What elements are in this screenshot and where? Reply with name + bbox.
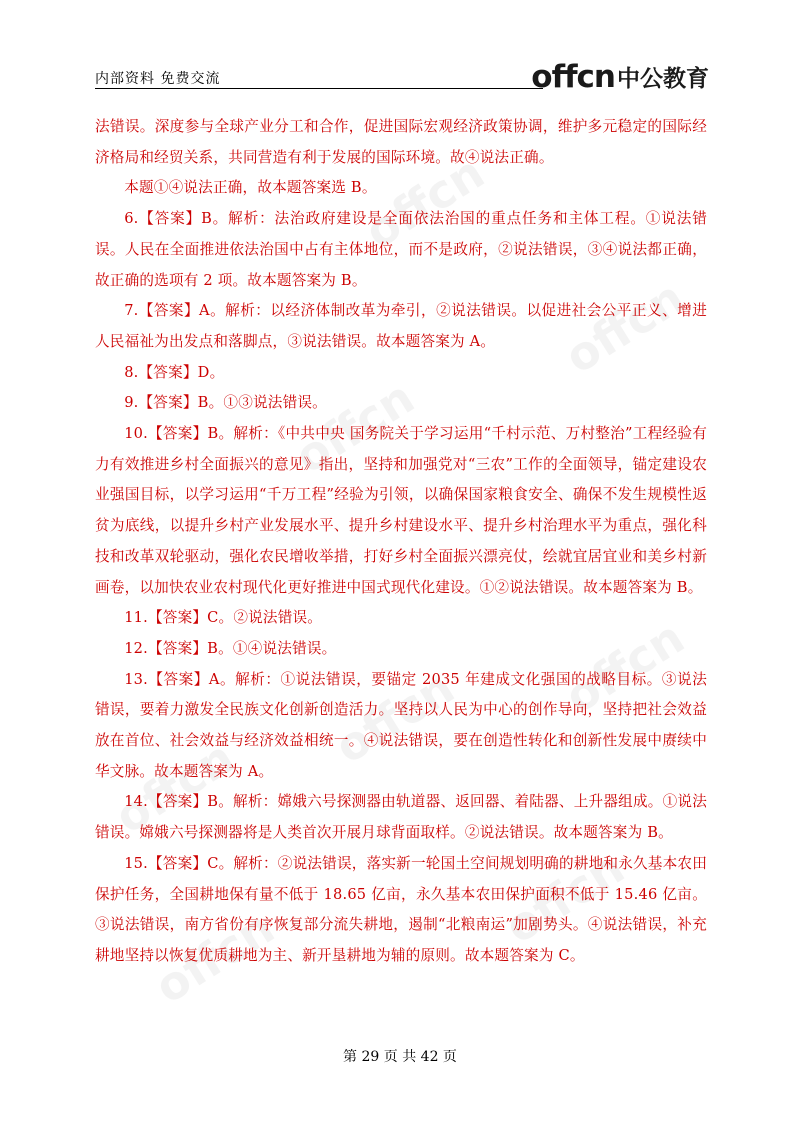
paragraph-q13: 13.【答案】A。解析：①说法错误，要锚定 2035 年建成文化强国的战略目标。③说法错误，要着力激发全民族文化创新创造活力。坚持以人民为中心的创作导向，坚持把社会效益放在首位、社会效益与经济效益相统一。④说法错误，要在创造性转化和创新性发展中赓续中华文脉。故本题答案为 A。 — [95, 670, 707, 780]
answer-content — [95, 112, 707, 972]
paragraph-q8: 8.【答案】D。 — [124, 363, 225, 381]
offcn-logo — [531, 58, 709, 95]
paragraph-q15: 15.【答案】C。解析：②说法错误，落实新一轮国土空间规划明确的耕地和永久基本农田保护任务，全国耕地保有量不低于 18.65 亿亩，永久基本农田保护面积不低于 15.46 亿亩。③说法错误，南方省份有序恢复部分流失耕地，遏制“北粮南运”加剧势头。④说法错误，补充耕地坚持以恢复优质耕地为主、新开垦耕地为辅的原则。故本题答案为 C。 — [95, 854, 707, 964]
paragraph-q7: 7.【答案】A。解析：以经济体制改革为牵引，②说法错误。以促进社会公平正义、增进人民福祉为出发点和落脚点，③说法错误。故本题答案为 A。 — [95, 302, 707, 350]
logo-latin-text: offcn — [531, 59, 615, 95]
page-number-footer: 第 29 页 共 42 页 — [343, 1049, 457, 1065]
paragraph-q11: 11.【答案】C。②说法错误。 — [124, 609, 323, 627]
paragraph-continuation: 法错误。深度参与全球产业分工和合作，促进国际宏观经济政策协调，维护多元稳定的国际经济格局和经贸关系，共同营造有利于发展的国际环境。故④说法正确。 — [95, 118, 707, 166]
header-label: 内部资料 免费交流 — [95, 71, 221, 87]
paragraph-q9: 9.【答案】B。①③说法错误。 — [124, 394, 327, 412]
paragraph-q12: 12.【答案】B。①④说法错误。 — [124, 639, 337, 657]
paragraph-q6: 6.【答案】B。解析：法治政府建设是全面依法治国的重点任务和主体工程。①说法错误。人民在全面推进依法治国中占有主体地位，而不是政府，②说法错误，③④说法都正确，故正确的选项有 2 项。故本题答案为 B。 — [95, 210, 707, 289]
header-rule — [95, 88, 543, 89]
page-header — [95, 59, 709, 95]
paragraph-q10: 10.【答案】B。解析：《中共中央 国务院关于学习运用“千村示范、万村整治”工程经验有力有效推进乡村全面振兴的意见》指出，坚持和加强党对“三农”工作的全面领导，锚定建设农业强国目标，以学习运用“千万工程”经验为引领，以确保国家粮食安全、确保不发生规模性返贫为底线，以提升乡村产业发展水平、提升乡村建设水平、提升乡村治理水平为重点，强化科技和改革双轮驱动，强化农民增收举措，打好乡村全面振兴漂亮仗，绘就宜居宜业和美乡村新画卷，以加快农业农村现代化更好推进中国式现代化建设。①②说法错误。故本题答案为 B。 — [95, 425, 707, 596]
paragraph-q5-summary: 本题①④说法正确，故本题答案选 B。 — [124, 179, 377, 197]
paragraph-q14: 14.【答案】B。解析：嫦娥六号探测器由轨道器、返回器、着陆器、上升器组成。①说法错误。嫦娥六号探测器将是人类首次开展月球背面取样。②说法错误。故本题答案为 B。 — [95, 793, 707, 842]
logo-chinese-text: 中公教育 — [617, 66, 709, 92]
